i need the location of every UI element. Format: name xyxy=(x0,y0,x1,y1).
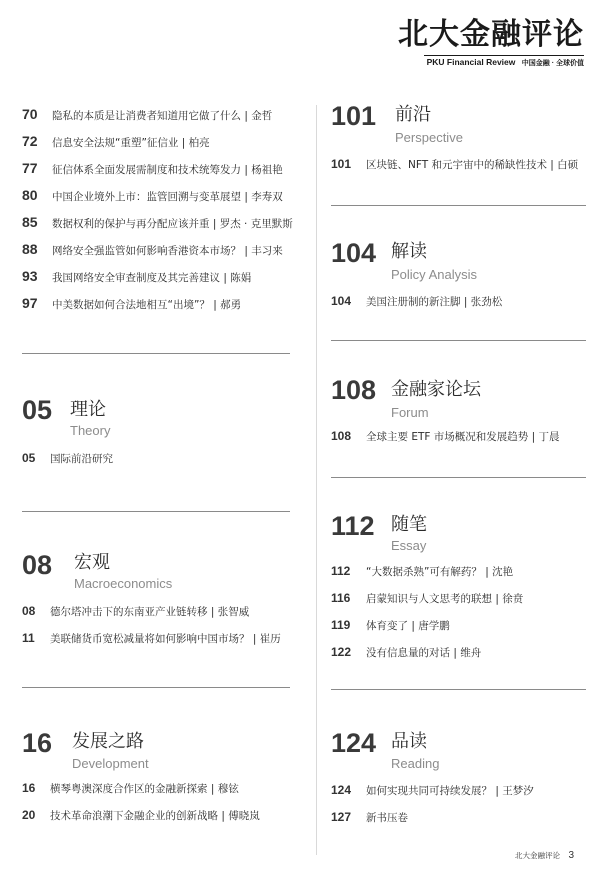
toc-page: 124 xyxy=(331,783,352,797)
toc-entry[interactable] xyxy=(22,268,251,285)
section-rule xyxy=(22,353,290,354)
section-number-theory: 05 xyxy=(22,395,53,425)
toc-title: 技术革命浪潮下金融企业的创新战略 | 傅晓岚 xyxy=(50,810,260,822)
section-number-reading: 124 xyxy=(331,728,377,758)
section-subtitle-theory: Theory xyxy=(70,423,111,438)
toc-page: 77 xyxy=(22,160,38,176)
toc-entry[interactable] xyxy=(22,187,283,204)
toc-title: 区块链、NFT 和元宇宙中的稀缺性技术 | 白硕 xyxy=(366,159,579,171)
section-title-forum: 金融家论坛 xyxy=(391,379,481,400)
toc-entry[interactable] xyxy=(22,214,293,231)
toc-title: 征信体系全面发展需制度和技术统筹发力 | 杨祖艳 xyxy=(52,164,283,176)
section-number-perspective: 101 xyxy=(331,101,377,131)
toc-title: “大数据杀熟”可有解药？ | 沈艳 xyxy=(366,566,514,578)
toc-page: 08 xyxy=(22,604,36,618)
toc-title: 横琴粤澳深度合作区的金融新探索 | 穆铉 xyxy=(50,783,239,795)
toc-entry[interactable] xyxy=(22,133,210,150)
section-number-development: 16 xyxy=(22,728,53,758)
toc-entry[interactable] xyxy=(331,810,408,825)
section-title-reading: 品读 xyxy=(391,731,427,752)
toc-entry[interactable] xyxy=(331,783,534,798)
toc-page: 88 xyxy=(22,241,38,257)
section-rule xyxy=(331,689,586,690)
section-subtitle-essay: Essay xyxy=(391,538,427,553)
section-rule xyxy=(331,477,586,478)
toc-page: 05 xyxy=(22,451,36,465)
toc-title: 美国注册制的新注脚 | 张劲松 xyxy=(366,296,503,308)
toc-entry[interactable] xyxy=(22,781,239,796)
masthead-subtitle-en: PKU Financial Review xyxy=(426,57,516,67)
section-title-perspective: 前沿 xyxy=(395,104,431,125)
section-subtitle-reading: Reading xyxy=(391,756,440,771)
section-title-macro: 宏观 xyxy=(74,552,110,573)
toc-entry[interactable] xyxy=(22,241,283,258)
toc-page: 72 xyxy=(22,133,38,149)
toc-title: 中美数据如何合法地相互“出境”？ | 郝勇 xyxy=(52,299,242,311)
toc-page: 16 xyxy=(22,781,36,795)
masthead-rule xyxy=(424,55,584,56)
toc-entry[interactable] xyxy=(331,564,513,579)
toc-page: 70 xyxy=(22,106,38,122)
toc-title: 我国网络安全审查制度及其完善建议 | 陈娟 xyxy=(52,272,252,284)
toc-title: 信息安全法规“重塑”征信业 | 柏亮 xyxy=(52,137,210,149)
toc-entry[interactable] xyxy=(331,429,559,444)
masthead-title: 北大金融评论 xyxy=(398,17,584,52)
toc-entry[interactable] xyxy=(22,451,113,466)
toc-page: 119 xyxy=(331,618,351,632)
toc-entry[interactable] xyxy=(22,295,241,312)
toc-page: 97 xyxy=(22,295,38,311)
toc-title: 启蒙知识与人文思考的联想 | 徐贲 xyxy=(366,593,524,605)
section-subtitle-policy: Policy Analysis xyxy=(391,267,477,282)
masthead-subtitle-cn: 中国金融 · 全球价值 xyxy=(521,60,584,67)
toc-entry[interactable] xyxy=(331,157,578,172)
toc-page: 108 xyxy=(331,429,352,443)
toc-title: 中国企业境外上市：监管回溯与变革展望 | 李寿双 xyxy=(52,191,283,203)
toc-page: 127 xyxy=(331,810,352,824)
toc-title: 国际前沿研究 xyxy=(50,453,113,465)
section-subtitle-macro: Macroeconomics xyxy=(74,576,173,591)
toc-page: 112 xyxy=(331,564,351,578)
toc-page: 11 xyxy=(22,631,35,645)
toc-entry[interactable] xyxy=(22,604,249,619)
toc-entry[interactable] xyxy=(22,106,272,123)
section-rule xyxy=(22,687,290,688)
section-number-policy: 104 xyxy=(331,238,377,268)
page-footer xyxy=(515,850,574,861)
footer-publication-name: 北大金融评论 xyxy=(515,851,561,860)
toc-title: 德尔塔冲击下的东南亚产业链转移 | 张智威 xyxy=(50,606,250,618)
toc-title: 全球主要 ETF 市场概况和发展趋势 | 丁晨 xyxy=(366,431,560,443)
toc-page: 101 xyxy=(331,157,352,171)
toc-entry[interactable] xyxy=(22,631,281,646)
toc-entry[interactable] xyxy=(331,294,502,309)
toc-entry[interactable] xyxy=(331,645,481,660)
masthead-subtitle xyxy=(427,57,584,68)
toc-page: 80 xyxy=(22,187,38,203)
toc-title: 体育变了 | 唐学鹏 xyxy=(366,620,450,632)
toc-title: 没有信息量的对话 | 维舟 xyxy=(366,647,482,659)
toc-entry[interactable] xyxy=(22,160,283,177)
toc-title: 数据权利的保护与再分配应该并重 | 罗杰 · 克里默斯 xyxy=(52,218,293,230)
toc-page: 104 xyxy=(331,294,352,308)
toc-title: 新书压卷 xyxy=(366,812,408,824)
section-number-macro: 08 xyxy=(22,550,53,580)
section-subtitle-development: Development xyxy=(72,756,149,771)
toc-title: 网络安全强监管如何影响香港资本市场？ | 丰习来 xyxy=(52,245,283,257)
toc-entry[interactable] xyxy=(22,808,260,823)
toc-page: 122 xyxy=(331,645,352,659)
toc-title: 美联储货币宽松减量将如何影响中国市场？ | 崔历 xyxy=(50,633,281,645)
toc-page: 116 xyxy=(331,591,351,605)
toc-entry[interactable] xyxy=(331,591,523,606)
section-title-development: 发展之路 xyxy=(72,731,144,752)
section-subtitle-perspective: Perspective xyxy=(395,130,463,145)
section-number-forum: 108 xyxy=(331,375,377,405)
section-title-theory: 理论 xyxy=(70,399,106,420)
section-rule xyxy=(331,340,586,341)
page-number: 3 xyxy=(568,850,574,861)
column-divider xyxy=(316,105,317,855)
toc-page: 85 xyxy=(22,214,38,230)
section-subtitle-forum: Forum xyxy=(391,405,429,420)
toc-title: 隐私的本质是让消费者知道用它做了什么 | 金哲 xyxy=(52,110,273,122)
section-rule xyxy=(331,205,586,206)
toc-title: 如何实现共同可持续发展？ | 王梦汐 xyxy=(366,785,534,797)
toc-entry[interactable] xyxy=(331,618,450,633)
section-title-essay: 随笔 xyxy=(391,514,427,535)
section-rule xyxy=(22,511,290,512)
toc-page: 20 xyxy=(22,808,36,822)
section-number-essay: 112 xyxy=(331,511,375,541)
toc-page: 93 xyxy=(22,268,38,284)
section-title-policy: 解读 xyxy=(391,241,427,262)
